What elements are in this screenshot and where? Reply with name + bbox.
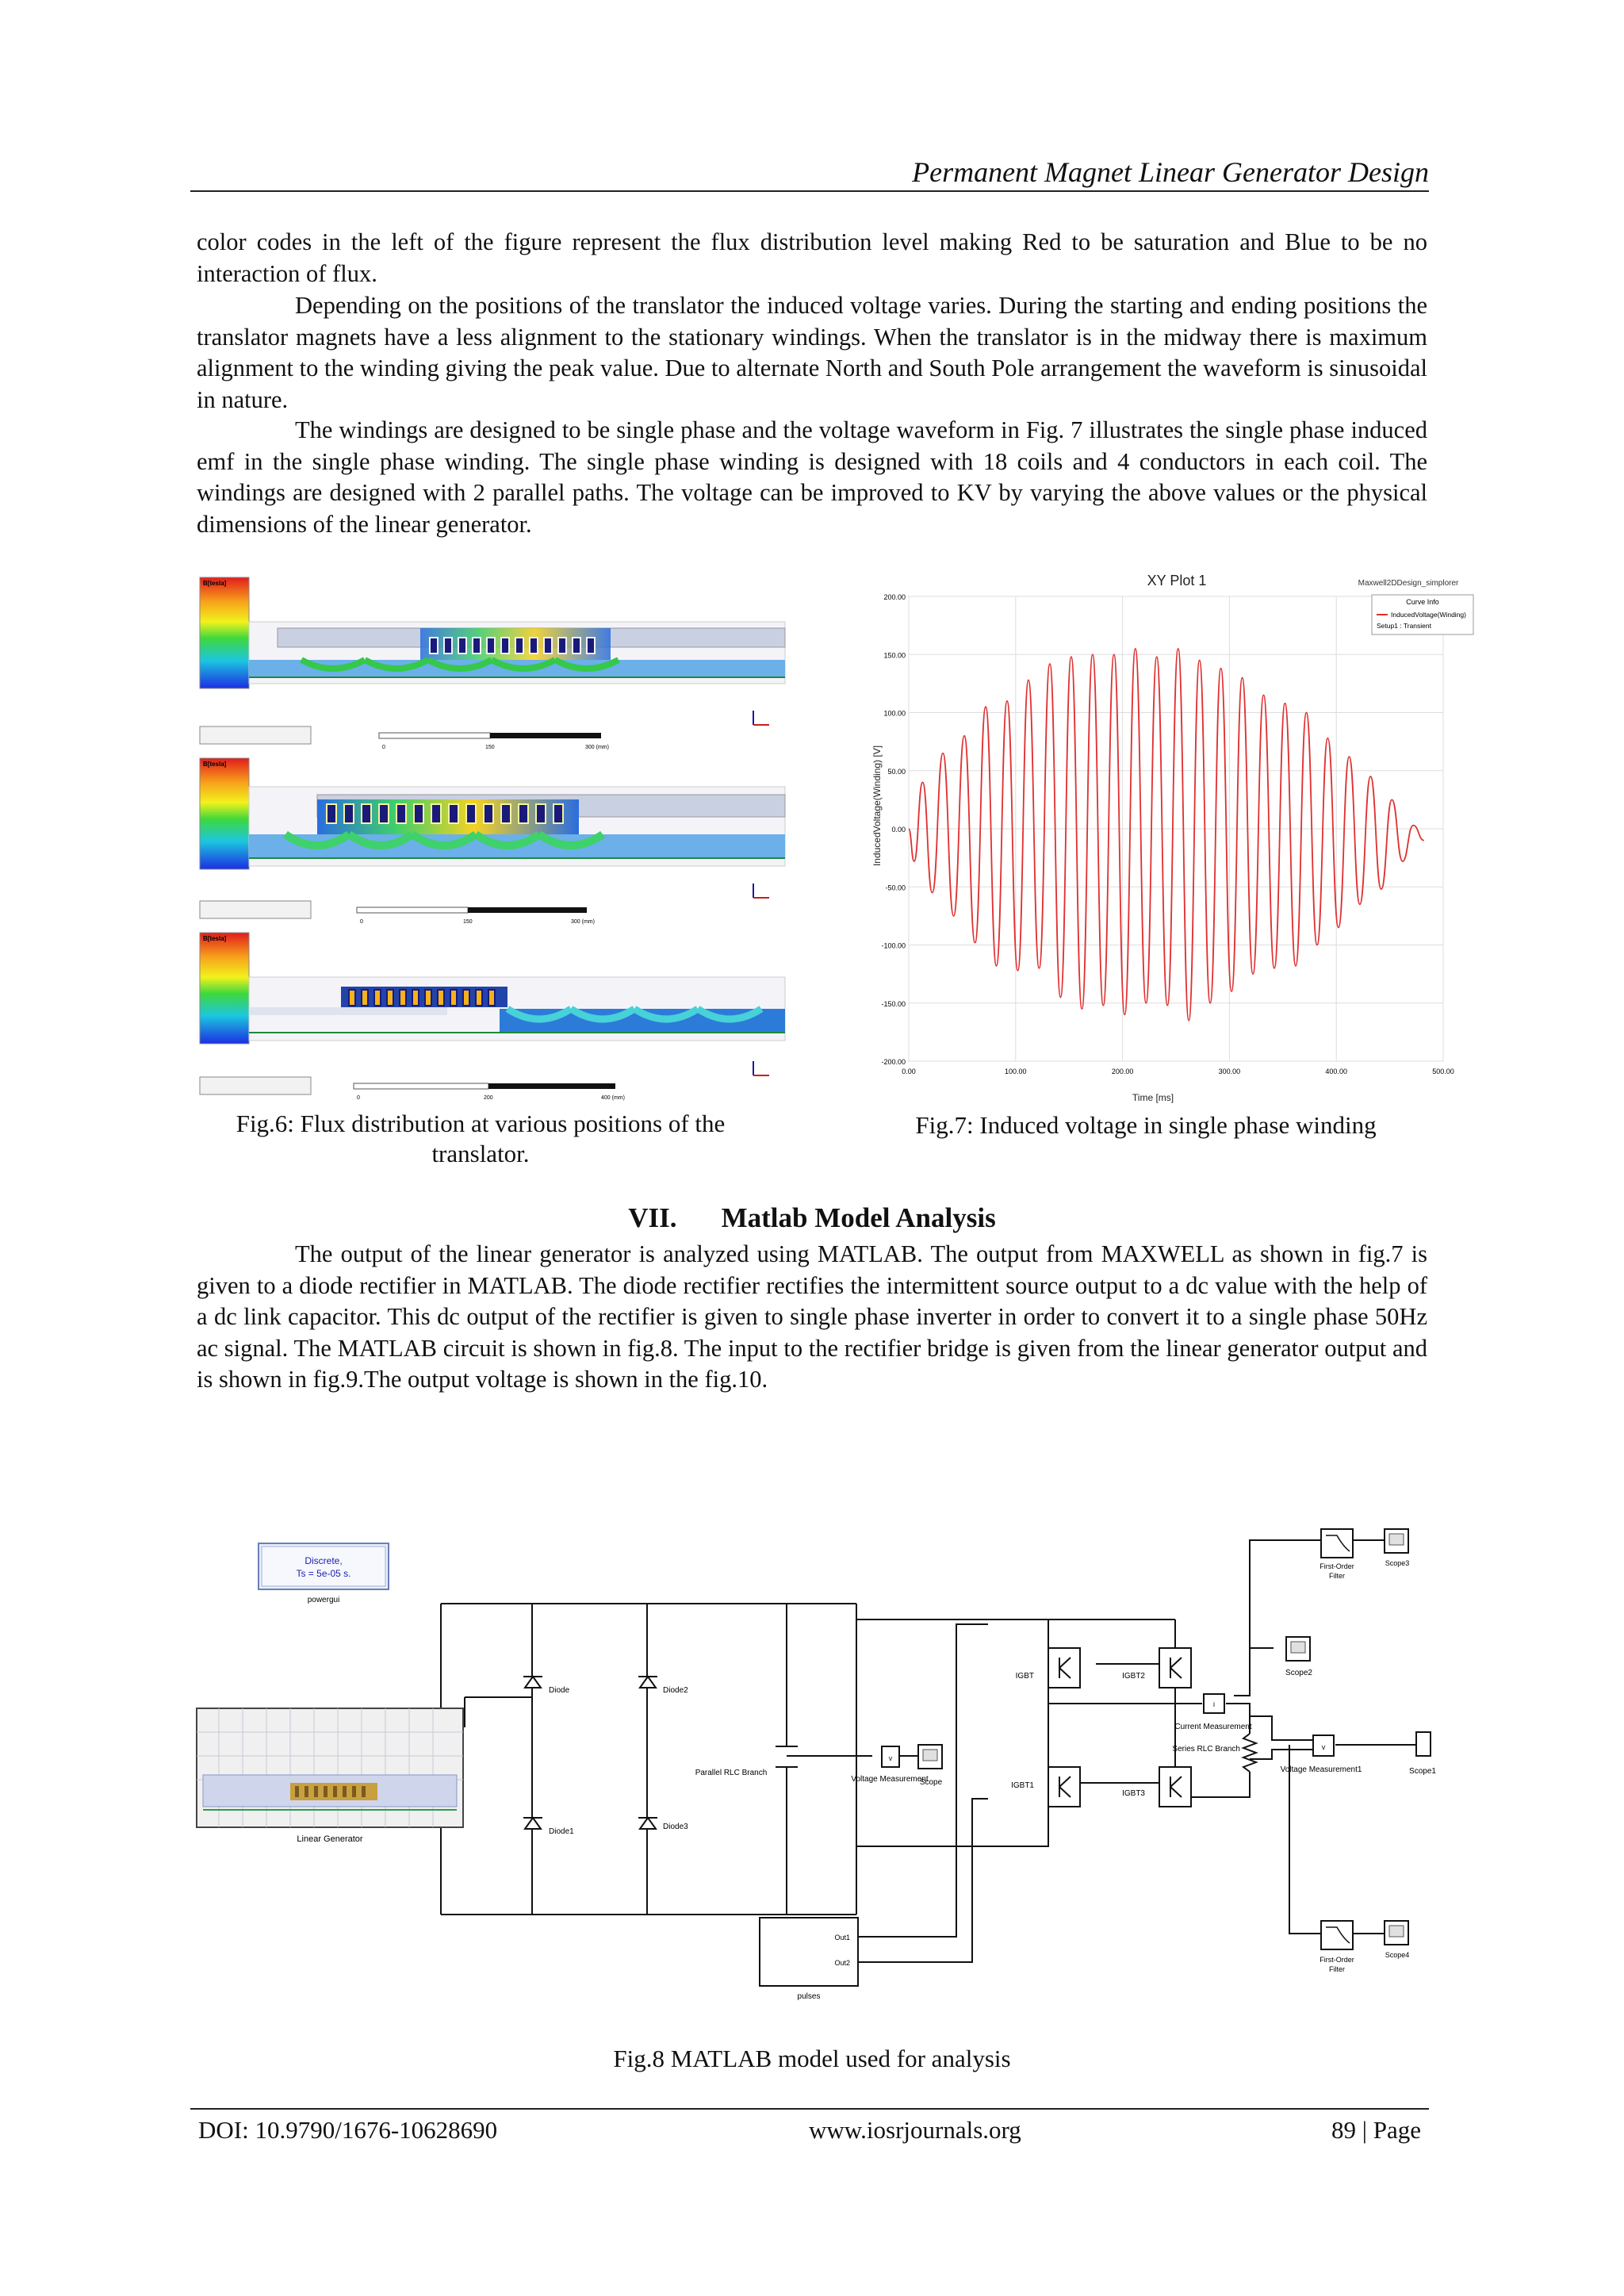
pulses-out1: Out1 <box>834 1934 850 1941</box>
chart-x-tick-label: 400.00 <box>1325 1068 1347 1075</box>
diode3-block[interactable] <box>638 1818 688 1831</box>
scope3-label: Scope3 <box>1385 1559 1410 1567</box>
pulses-label: pulses <box>797 1992 821 2001</box>
igbt-label: IGBT <box>1015 1672 1034 1681</box>
fig6-panel-1 <box>200 577 785 750</box>
igbt3-block[interactable] <box>1122 1767 1191 1807</box>
fig6-flux-distribution <box>198 574 787 1104</box>
diode-block[interactable] <box>523 1677 570 1695</box>
chart-y-tick-label: 150.00 <box>883 651 906 660</box>
running-title: Permanent Magnet Linear Generator Design <box>912 156 1429 188</box>
powergui-line1: Discrete, <box>304 1555 343 1566</box>
voltage-measurement1-label: Voltage Measurement1 <box>1280 1765 1362 1774</box>
scope2-label: Scope2 <box>1285 1669 1312 1677</box>
filter-top-line2: Filter <box>1329 1572 1345 1580</box>
fig6-legend-title-1: B[tesla] <box>203 580 227 587</box>
fig6-image <box>198 574 787 1104</box>
fig7-xy-plot <box>872 569 1481 1109</box>
fig6-caption <box>198 1109 763 1169</box>
filter-bottom-line2: Filter <box>1329 1965 1345 1973</box>
first-order-filter-top[interactable] <box>1320 1529 1354 1580</box>
series-rlc-label: Series RLC Branch <box>1172 1745 1240 1754</box>
chart-y-tick-label: -150.00 <box>881 999 906 1008</box>
scope4-label: Scope4 <box>1385 1951 1410 1959</box>
voltage-measurement-label: Voltage Measurement <box>851 1775 929 1784</box>
chart-y-tick-label: -200.00 <box>881 1058 906 1066</box>
fig6-scale-3-a: 0 <box>357 1095 360 1101</box>
fig6-scale-2-b: 150 <box>463 919 473 925</box>
fig6-scale-3-c: 400 (mm) <box>601 1095 625 1101</box>
induced-voltage-chart <box>872 569 1481 1109</box>
first-order-filter-bottom[interactable] <box>1320 1921 1354 1973</box>
fig7-caption: Fig.7: Induced voltage in single phase winding <box>915 1111 1377 1139</box>
diode2-label: Diode2 <box>663 1686 688 1695</box>
scope-label: Scope <box>919 1778 943 1787</box>
fig6-panel-3 <box>200 933 785 1101</box>
powergui-block[interactable] <box>259 1543 389 1604</box>
igbt1-block[interactable] <box>1011 1767 1080 1807</box>
chart-y-tick-label: 200.00 <box>883 593 906 601</box>
diode-label: Diode <box>549 1686 570 1695</box>
footer-site: www.iosrjournals.org <box>809 2116 1021 2144</box>
fig6-caption-line2: translator. <box>431 1140 530 1167</box>
pulses-block[interactable] <box>760 1918 858 2001</box>
scope4-block[interactable] <box>1353 1921 1409 1959</box>
parallel-rlc-label: Parallel RLC Branch <box>695 1769 768 1777</box>
current-measurement-label: Current Measurement <box>1174 1723 1252 1731</box>
chart-x-label: Time [ms] <box>1132 1092 1174 1103</box>
chart-y-tick-label: 50.00 <box>887 767 906 776</box>
fig6-legend-title-2: B[tesla] <box>203 761 227 768</box>
linear-generator-label: Linear Generator <box>297 1834 363 1844</box>
voltage-measurement-block[interactable] <box>851 1746 929 1784</box>
section-title: Matlab Model Analysis <box>721 1202 996 1233</box>
scope2-block[interactable] <box>1285 1637 1312 1677</box>
igbt1-label: IGBT1 <box>1011 1781 1034 1790</box>
chart-x-tick-label: 100.00 <box>1005 1068 1027 1075</box>
svg-text:v: v <box>888 1754 893 1762</box>
paragraph-4: The output of the linear generator is analyzed using MATLAB. The output from MAXWELL as shown in fig.7 is given to a diode rectifier in MATLAB. The diode rectifier rectifies the intermittent source output to a dc value with the help of a dc link capacitor. This dc output of the rectifier is given to single phase inverter in order to convert it to a single phase 50Hz ac signal. The MATLAB circuit is shown in fig.8. The input to the rectifier bridge is given from the linear generator output and is shown in fig.9.The output voltage is shown in the fig.10. <box>197 1240 1427 1393</box>
fig6-scale-1-b: 150 <box>485 745 495 750</box>
paragraph-3: The windings are designed to be single phase and the voltage waveform in Fig. 7 illustrates the single phase induced emf in the single phase winding. The single phase winding is designed with 18 coils and 4 conductors in each coil. The windings are designed with 2 parallel paths. The voltage can be improved to KV by varying the above values or the physical dimensions of the linear generator. <box>197 416 1427 538</box>
fig8-matlab-model <box>195 1521 1436 2005</box>
current-measurement-block[interactable] <box>1174 1694 1251 1731</box>
chart-x-ticks <box>902 1068 1454 1075</box>
voltage-measurement1-block[interactable] <box>1281 1735 1362 1774</box>
diode1-label: Diode1 <box>549 1827 574 1836</box>
diode2-block[interactable] <box>638 1677 688 1695</box>
chart-y-ticks <box>881 593 906 1066</box>
powergui-label: powergui <box>307 1596 340 1604</box>
chart-x-tick-label: 0.00 <box>902 1068 916 1075</box>
chart-legend-setup: Setup1 : Transient <box>1377 622 1431 630</box>
diode3-label: Diode3 <box>663 1823 688 1831</box>
scope-block[interactable] <box>918 1745 943 1787</box>
section-number: VII. <box>628 1202 677 1233</box>
pulses-out2: Out2 <box>834 1959 850 1967</box>
linear-generator-block[interactable] <box>197 1708 463 1844</box>
fig6-legend-title-3: B[tesla] <box>203 935 227 942</box>
section-heading <box>197 1202 1427 1234</box>
igbt2-label: IGBT2 <box>1122 1672 1145 1681</box>
fig8-caption: Fig.8 MATLAB model used for analysis <box>613 2045 1011 2072</box>
powergui-line2: Ts = 5e-05 s. <box>296 1568 351 1579</box>
fig6-scale-1-a: 0 <box>382 745 385 750</box>
chart-y-tick-label: 100.00 <box>883 709 906 718</box>
svg-text:i: i <box>1213 1700 1215 1708</box>
chart-corner-label: Maxwell2DDesign_simplorer <box>1358 579 1459 588</box>
chart-legend <box>1372 595 1473 634</box>
fig8-diagram <box>195 1521 1436 2005</box>
igbt3-label: IGBT3 <box>1122 1789 1145 1798</box>
paragraph-1: color codes in the left of the figure represent the flux distribution level making Red to be saturation and Blue to be no interaction of flux. <box>197 228 1427 287</box>
running-header <box>190 152 1429 192</box>
igbt2-block[interactable] <box>1122 1648 1191 1688</box>
chart-y-tick-label: -100.00 <box>881 941 906 950</box>
svg-text:v: v <box>1321 1743 1326 1751</box>
diode1-block[interactable] <box>523 1818 574 1836</box>
fig6-scale-3-b: 200 <box>484 1095 493 1101</box>
chart-y-tick-label: -50.00 <box>885 884 906 892</box>
chart-x-tick-label: 500.00 <box>1432 1068 1454 1075</box>
filter-top-line1: First-Order <box>1320 1562 1354 1570</box>
page-footer <box>190 2108 1429 2144</box>
fig6-scale-1-c: 300 (mm) <box>585 745 609 750</box>
chart-legend-entry: InducedVoltage(Winding) <box>1391 611 1466 619</box>
paragraph-2: Depending on the positions of the translator the induced voltage varies. During the starting and ending positions the translator magnets have a less alignment to the stationary windings. When the translator is in the midway there is maximum alignment to the winding giving the peak value. Due to alternate North and South Pole arrangement the waveform is sinusoidal in nature. <box>197 292 1427 413</box>
filter-bottom-line1: First-Order <box>1320 1956 1354 1964</box>
scope1-label: Scope1 <box>1409 1767 1436 1776</box>
chart-title: XY Plot 1 <box>1147 573 1207 588</box>
scope3-block[interactable] <box>1353 1529 1409 1567</box>
chart-x-tick-label: 300.00 <box>1218 1068 1241 1075</box>
fig6-scale-2-a: 0 <box>360 919 363 925</box>
footer-doi: DOI: 10.9790/1676-10628690 <box>198 2116 498 2144</box>
chart-x-tick-label: 200.00 <box>1111 1068 1134 1075</box>
igbt-block[interactable] <box>1016 1648 1080 1688</box>
fig6-caption-line1: Fig.6: Flux distribution at various positions of the <box>236 1110 726 1137</box>
footer-page: 89 | Page <box>1331 2116 1421 2144</box>
fig6-scale-2-c: 300 (mm) <box>571 919 595 925</box>
fig6-panel-2 <box>200 758 785 925</box>
series-rlc-block[interactable] <box>1172 1734 1256 1772</box>
chart-y-tick-label: 0.00 <box>891 826 906 834</box>
chart-legend-header: Curve Info <box>1406 598 1439 606</box>
chart-y-label: InducedVoltage(Winding) [V] <box>871 745 883 867</box>
scope1-block[interactable] <box>1409 1732 1436 1776</box>
